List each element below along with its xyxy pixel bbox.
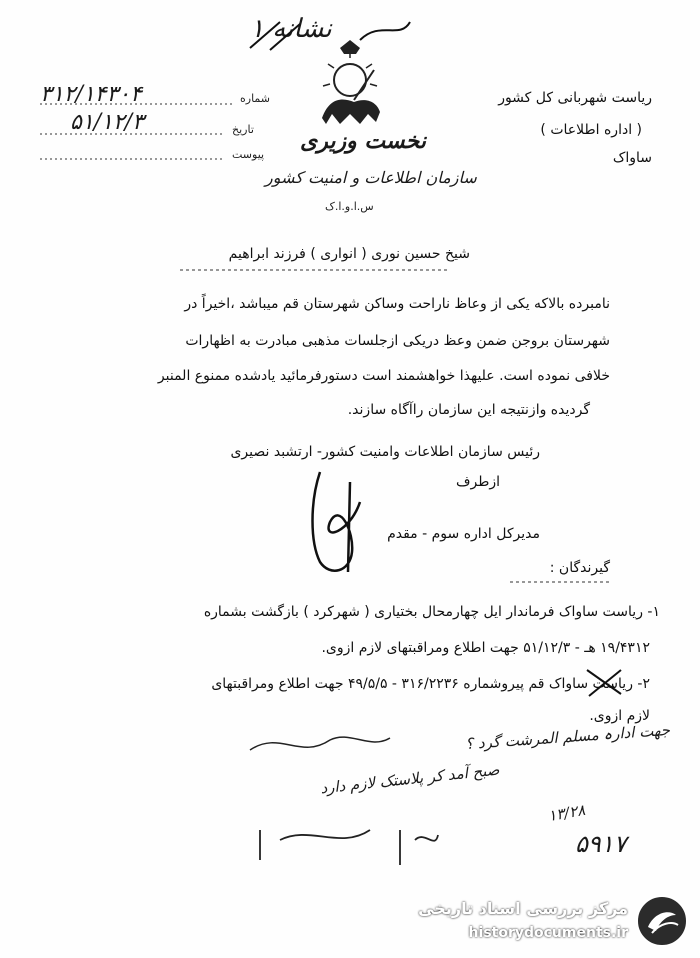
number-dotted-line [40,102,240,106]
body-line-2: شهرستان بروجن ضمن وعظ دریکی ازجلسات مذهبی مبادرت به اظهارات [185,333,610,349]
recipients-heading: گیرندگان : [549,560,610,576]
recipient-item-2: ۲- ریاست ساواک قم پیروشماره ۳۱۶/۲۲۳۶ - ۴۹/۵/۵ جهت اطلاع ومراقبتهای [211,676,650,692]
body-line-4: گردیده وازنتیجه این سازمان راآگاه سازند. [347,402,590,418]
recipient-line-2: ( اداره اطلاعات ) [540,122,642,138]
recipients-heading-underline [510,580,620,584]
watermark-logo-icon [634,893,690,949]
lion-and-sun-emblem-icon [310,40,390,130]
body-line-1: نامبرده بالاکه یکی از وعاظ ناراحت وساکن شهرستان قم میباشد ،اخیراً در [184,296,610,312]
handwritten-note-3: ۱۳/۲۸ [546,800,587,826]
attachment-dotted-line [40,157,230,161]
number-value: ۳۱۲/۱۴۳۰۴ [40,82,142,107]
watermark-url: historydocuments.ir [468,925,628,941]
signature-deputy: مدیرکل اداره سوم - مقدم [387,526,540,542]
handwritten-note-2: صبح آمد کر پلاستک لازم دارد [319,760,501,798]
recipient-line-1: ریاست شهربانی کل کشور [498,90,652,106]
body-line-3: خلافی نموده است. علیهذا خواهشمند است دستورفرمائید یادشده ممنوع المنبر [157,368,610,384]
recipient-line-3: ساواک [612,150,652,166]
signature-title: رئیس سازمان اطلاعات وامنیت کشور- ارتشبد نصیری [230,444,540,460]
date-value: ۵۱/۱۲/۳ [70,110,144,135]
handwritten-note-1: جهت ادارہ مسلم المرشت گرد ؟ [464,720,671,754]
signature-on-behalf: ازطرف [455,474,500,490]
org-subname: سازمان اطلاعات و امنیت کشور [265,168,477,187]
cross-mark [585,668,625,698]
recipient-item-1-cont: ۱۹/۴۳۱۲ هـ - ۵۱/۱۲/۳ جهت اطلاع ومراقبتهای لازم ازوی. [321,640,650,656]
attachment-label: پیوست [232,148,265,161]
handwritten-note-4: ۵۹۱۷ [575,830,627,858]
date-dotted-line [40,132,230,136]
handwritten-signature [290,462,400,582]
date-label: تاریخ [232,123,254,136]
org-code: س.ا.و.ا.ک [325,200,374,213]
number-label: شماره [240,92,271,105]
top-stamp: نشانه ۱ [250,14,332,44]
subject-line: شیخ حسین نوری ( انواری ) فرزند ابراهیم [228,246,470,262]
recipient-item-1: ۱- ریاست ساواک فرماندار ایل چهارمحال بختیاری ( شهرکرد ) بازگشت بشماره [203,604,660,620]
subject-underline [180,268,460,272]
watermark-title: مرکز بررسی اسناد تاریخی [418,899,628,918]
watermark [410,893,692,951]
org-name: نخست وزیری [300,128,426,154]
recipient-item-2-cont: لازم ازوی. [589,708,650,724]
handwritten-scribbles [240,730,440,870]
